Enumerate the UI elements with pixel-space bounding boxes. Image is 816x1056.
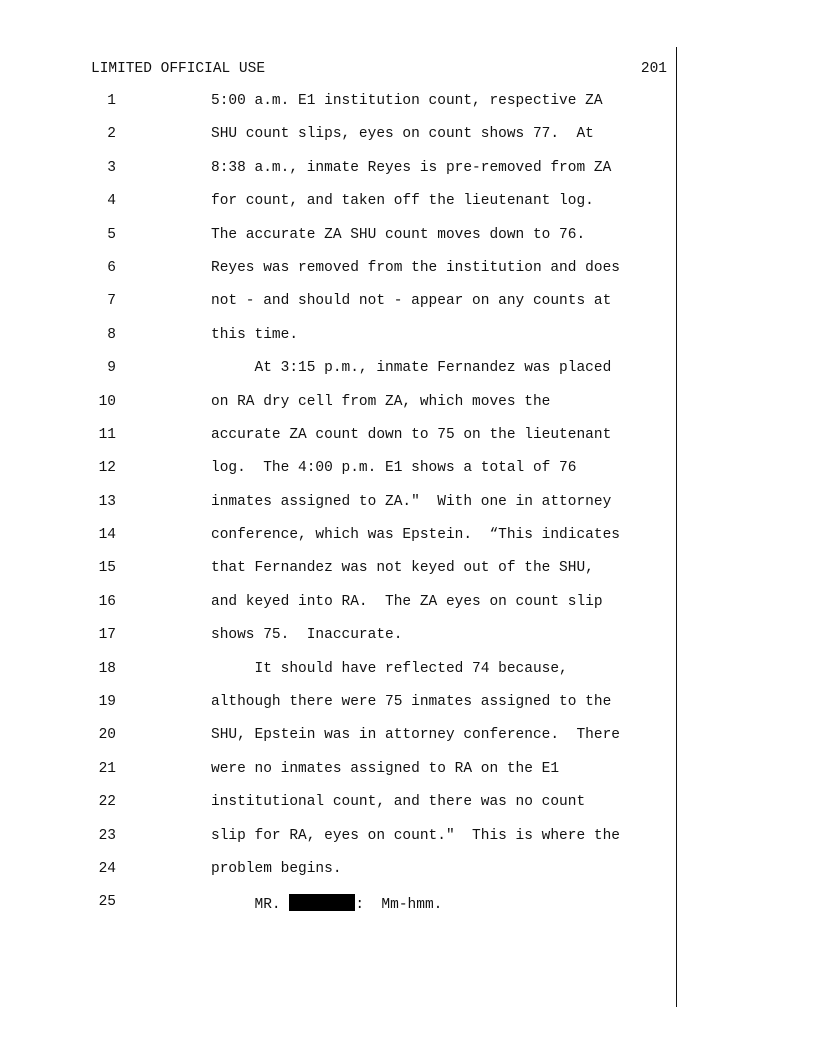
transcript-line [0,560,680,593]
transcript-line [0,360,680,393]
line-number: 3 [107,159,116,176]
line-text: It should have reflected 74 because, [211,660,568,677]
line-text: SHU count slips, eyes on count shows 77. At [211,126,594,143]
line-number: 16 [98,593,116,610]
line-text: shows 75. Inaccurate. [211,627,403,644]
line-number: 18 [98,660,116,677]
line-number: 22 [98,794,116,811]
transcript-line [0,594,680,627]
line-number: 17 [98,627,116,644]
transcript-line [0,894,680,927]
line-text: and keyed into RA. The ZA eyes on count slip [211,593,603,610]
line-text: 5:00 a.m. E1 institution count, respective ZA [211,93,603,109]
line-number: 2 [107,126,116,143]
transcript-line [0,126,680,159]
line-number: 14 [98,527,116,544]
line-text: log. The 4:00 p.m. E1 shows a total of 76 [211,460,577,477]
transcript-line [0,794,680,827]
line-number: 13 [98,493,116,510]
line-text: SHU, Epstein was in attorney conference. There [211,727,620,744]
line-text: on RA dry cell from ZA, which moves the [211,393,551,410]
transcript-line [0,661,680,694]
transcript-line [0,494,680,527]
line-number: 8 [107,326,116,343]
transcript-line [0,761,680,794]
transcript-line [0,527,680,560]
line-text: institutional count, and there was no count [211,794,586,811]
transcript-line [0,427,680,460]
line-number: 9 [107,360,116,377]
transcript-line [0,327,680,360]
line-text [211,894,442,913]
transcript-line [0,727,680,760]
line-text: accurate ZA count down to 75 on the lieutenant [211,426,612,443]
speaker-prefix: MR. [211,897,290,914]
line-number: 21 [98,760,116,777]
line-number: 1 [107,93,116,109]
line-text: for count, and taken off the lieutenant log. [211,193,594,210]
line-text: problem begins. [211,860,342,877]
line-number: 6 [107,259,116,276]
line-text: although there were 75 inmates assigned to the [211,694,612,711]
line-number: 25 [98,894,116,911]
page-header [91,61,667,81]
line-number: 23 [98,827,116,844]
line-number: 10 [98,393,116,410]
line-text: The accurate ZA SHU count moves down to 76. [211,226,586,243]
transcript-line [0,93,680,126]
speaker-remark: : Mm-hmm. [355,897,443,914]
line-text: 8:38 a.m., inmate Reyes is pre-removed from ZA [211,159,612,176]
line-number: 20 [98,727,116,744]
line-number: 19 [98,694,116,711]
line-number: 24 [98,860,116,877]
line-text: not - and should not - appear on any counts at [211,293,612,310]
transcript-lines [0,93,680,928]
line-text: were no inmates assigned to RA on the E1 [211,760,560,777]
page-number: 201 [640,61,667,77]
classification-label: LIMITED OFFICIAL USE [91,61,266,77]
transcript-line [0,627,680,660]
line-text: conference, which was Epstein. “This indicates [211,527,620,544]
transcript-line [0,293,680,326]
transcript-line [0,227,680,260]
redaction-box [289,894,355,911]
transcript-line [0,861,680,894]
transcript-line [0,193,680,226]
line-text: slip for RA, eyes on count." This is where the [211,827,620,844]
transcript-line [0,260,680,293]
transcript-line [0,460,680,493]
line-number: 12 [98,460,116,477]
line-number: 15 [98,560,116,577]
line-text: this time. [211,326,299,343]
line-text: inmates assigned to ZA." With one in attorney [211,493,612,510]
line-number: 4 [107,193,116,210]
transcript-line [0,828,680,861]
transcript-line [0,694,680,727]
line-number: 5 [107,226,116,243]
transcript-line [0,160,680,193]
line-number: 11 [98,426,116,443]
transcript-line [0,394,680,427]
line-number: 7 [107,293,116,310]
line-text: Reyes was removed from the institution and does [211,259,620,276]
line-text: At 3:15 p.m., inmate Fernandez was placed [211,360,612,377]
line-text: that Fernandez was not keyed out of the SHU, [211,560,594,577]
